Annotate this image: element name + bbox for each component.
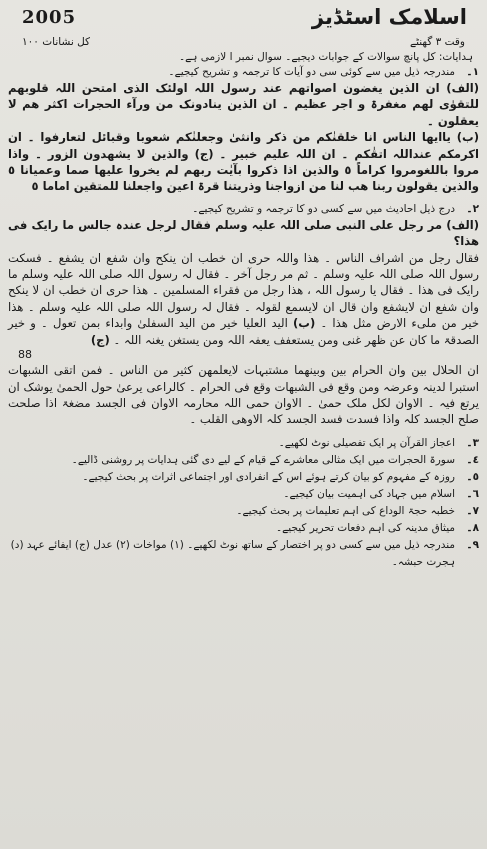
verse-text: یاایھا الناس انا خلقنٰکم من ذکر وانثیٰ وجعلنٰکم شعوبا وقبائل لتعارفوا ۔ ان اکرمکم عنداللہ اتقٰکم ۔ ان اللہ علیم خبیر ۔ xyxy=(8,130,479,161)
question-1 xyxy=(8,65,479,80)
question-item xyxy=(8,503,479,520)
question-text: مندرجہ ذیل میں سے کسی دو پر اختصار کے ساتھ نوٹ لکھیے۔ (١) مواخات (٢) عدل (ج) ایفائے عہد (د) ہجرت حبشہ۔ xyxy=(10,538,455,568)
question-number: ٩۔ xyxy=(466,538,479,551)
instructions: ہدایات: کل پانچ سوالات کے جوابات دیجیے۔ سوال نمبر ا لازمی ہے۔ xyxy=(179,51,473,63)
hadith-text: مر رجل علی النبی صلی اللہ علیہ وسلم فقال لرجل عندہ جالس ما رایک فی ھذا؟ xyxy=(8,217,479,249)
question-text: روزہ کے مفہوم کو بیان کرتے ہوئے اس کے انفرادی اور اجتماعی اثرات پر بحث کیجیے۔ xyxy=(82,470,455,483)
question-text: اسلام میں جہاد کی اہمیت بیان کیجیے۔ xyxy=(283,487,455,500)
exam-year: 2005 xyxy=(22,7,77,28)
part-label: (الف) xyxy=(446,81,479,95)
part-label: (ج) xyxy=(194,146,214,161)
part-label: (ب) xyxy=(456,130,479,145)
verse-text: ان الذین یغضون اصواتھم عند رسول اللہ اولئک الذی امتحن اللہ قلوبھم للتقوٰی لھم مغفرۃ و اجر عظیم ۔ ان الذین ینادونک من ورآء الحجرات اکثر ھم لا یعقلون ۔ xyxy=(8,81,479,128)
paper-title: اسلامک اسٹڈیز xyxy=(311,5,467,29)
part-label: (ب) xyxy=(293,316,316,331)
part-label: (ج) xyxy=(90,332,110,347)
hadith-text: فقال رجل من اشراف الناس ۔ ھذا واللہ حری ان خطب ان ینکح وان شفع ان یشفع ۔ فسکت رسول اللہ صلی اللہ علیہ وسلم ۔ ثم مر رجل آخر ۔ فقال لہ رسول اللہ صلی اللہ علیہ وسلم ما رایک فی ھذا ۔ فقال یا رسول اللہ ، ھذا رجل من فقراء المسلمین ۔ ھذا حری ان خطب ان لا ینکح وان شفع ان لایشفع وان قال ان لایسمع لقولہ ۔ فقال لہ رسول اللہ صلی اللہ علیہ وسلم ۔ ھذا خیر من ملیء الارض مثل ھذا ۔ xyxy=(8,250,480,331)
paper-meta xyxy=(8,34,479,50)
verse-a xyxy=(8,80,479,129)
question-text: خطبہ حجۃ الوداع کی اہم تعلیمات پر بحث کیجیے۔ xyxy=(236,504,455,517)
question-number: ١۔ xyxy=(466,66,479,78)
time-allowed: وقت ۳ گھنٹے xyxy=(409,36,465,48)
question-item xyxy=(8,452,479,469)
hadith-c-body: ان الحلال بین وان الحرام بین وبینھما مشتبہات لایعلمھن کثیر من الناس ۔ فمن اتقی الشبھات استبرا لدینہ وعرضہ ومن وقع فی الشبھات وقع فی الحرام ۔ کالراعی یرعیٰ حول الحمیٰ یوشک ان یرتع فیہ ۔ الاوان لکل ملک حمیٰ ۔ الاوان حمی اللہ محارمہ الاوان فی الجسد مضغۃ اذا صلحت صلح الجسد کلہ واذا فسدت فسد الجسد کلہ الاوھی القلب ۔ xyxy=(8,363,479,427)
question-number: ٢۔ xyxy=(466,202,479,215)
part-label: (الف) xyxy=(446,217,479,232)
question-item xyxy=(8,486,479,503)
verse-text: والذین لا یشھدون الزور ۔ واذا مروا باللغومروا کراماً ٥ والذین اذا ذکروا بآیٰت ربھم لم یخروا علیھا صما وعمیانا ٥ والذین یقولون ربنا ھب لنا من ازواجنا وذریتنا قرۃ اعین واجعلنا للمتقین اماما ٥ xyxy=(8,146,479,194)
question-number: ٣۔ xyxy=(466,436,479,449)
question-text: اعجاز القرآن پر ایک تفصیلی نوٹ لکھیے۔ xyxy=(278,436,455,449)
question-item xyxy=(8,520,479,537)
question-number: ٥۔ xyxy=(466,470,479,483)
question-number: ٨۔ xyxy=(466,521,479,534)
question-text: میثاق مدینہ کی اہم دفعات تحریر کیجیے۔ xyxy=(276,521,455,534)
hadith-text: الید العلیا خیر من الید السفلیٰ وابداء بمن تعول ۔ و خیر الصدقۃ ما کان عن ظھر غنی ومن یستعفف یعفہ اللہ ومن یستغن یغنہ اللہ ۔ xyxy=(8,316,479,347)
question-text: درج ذیل احادیث میں سے کسی دو کا ترجمہ و تشریح کیجیے۔ xyxy=(192,202,455,215)
hadith-a-heading xyxy=(8,217,479,250)
page-mark: 88 xyxy=(18,348,32,362)
hadith-a-body xyxy=(8,250,479,348)
question-number: ٧۔ xyxy=(466,504,479,517)
total-marks: کل نشانات ۱۰۰ xyxy=(22,36,91,48)
question-text: مندرجہ ذیل میں سے کوئی سی دو آیات کا ترجمہ و تشریح کیجیے۔ xyxy=(168,66,455,78)
question-number: ٦۔ xyxy=(466,487,479,500)
question-item xyxy=(8,469,479,486)
header xyxy=(8,4,479,34)
question-list xyxy=(8,435,479,571)
question-number: ٤۔ xyxy=(466,453,479,466)
verse-b xyxy=(8,129,479,195)
question-2 xyxy=(8,202,479,217)
question-text: سورۃ الحجرات میں ایک مثالی معاشرے کے قیام کے لیے دی گئی ہدایات پر روشنی ڈالیے۔ xyxy=(71,453,455,466)
question-item xyxy=(8,537,479,571)
question-item xyxy=(8,435,479,452)
